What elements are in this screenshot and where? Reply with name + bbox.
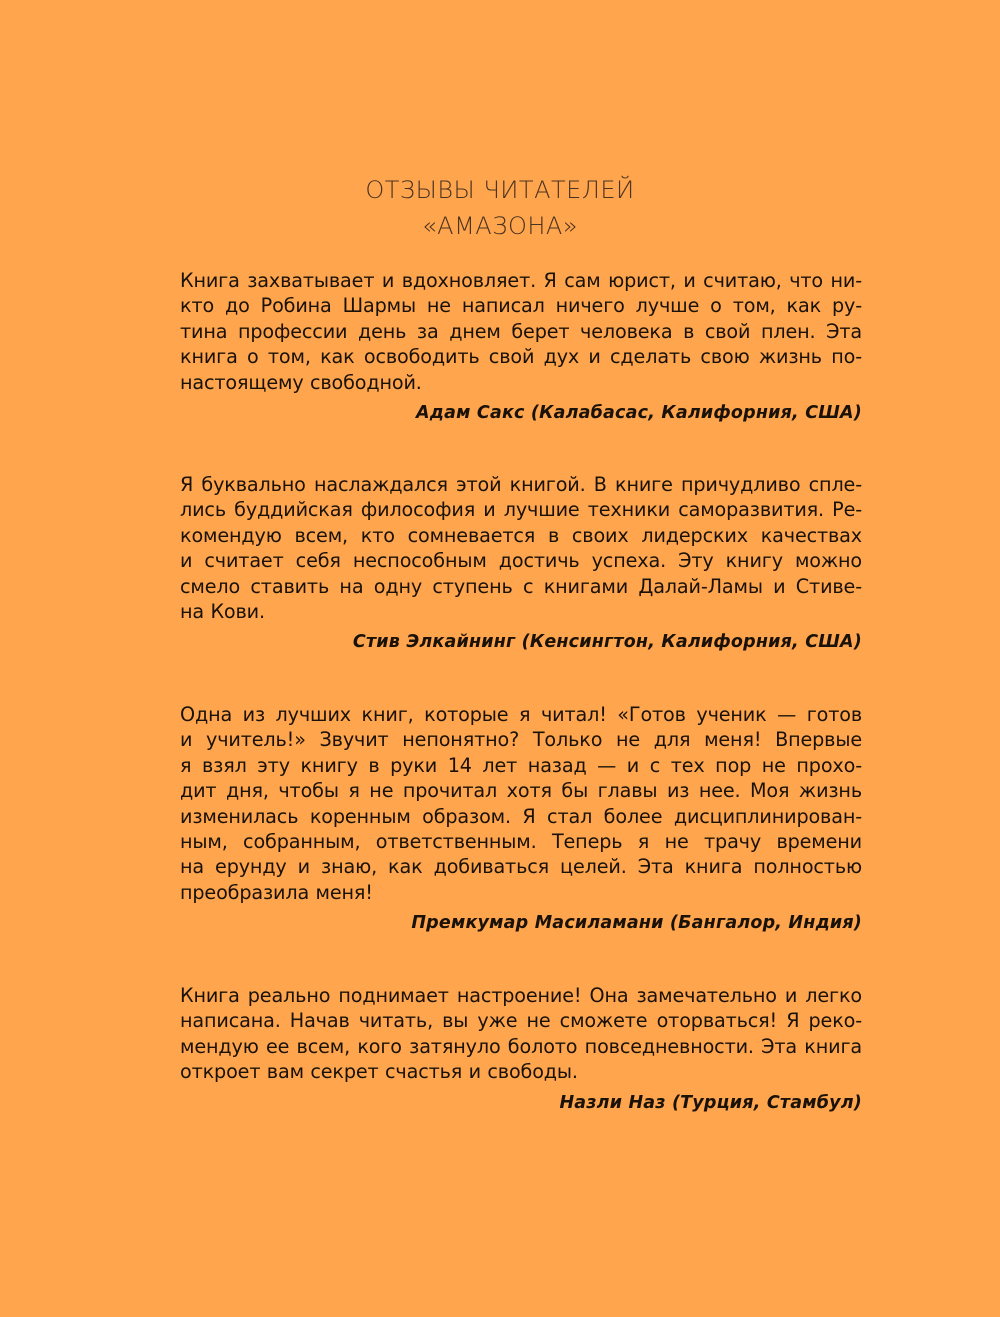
review-2-line: и считает себя неспособным достичь успеха. Эту книгу можно <box>180 549 862 573</box>
review-3-line: и учитель!» Звучит непонятно? Только не для меня! Впервые <box>180 728 862 752</box>
review-4-line: откроет вам секрет счастья и свободы. <box>180 1060 578 1084</box>
page-title <box>0 172 1000 244</box>
review-4-text <box>180 983 862 1085</box>
review-3 <box>180 702 862 935</box>
review-2-line: Я буквально наслаждался этой книгой. В книге причудливо спле- <box>180 473 862 496</box>
review-3-line: на ерунду и знаю, как добиваться целей. Эта книга полностью <box>180 855 862 879</box>
review-1 <box>180 268 862 425</box>
page-title-line-2: «АМАЗОНА» <box>421 212 579 240</box>
review-2 <box>180 472 862 654</box>
review-1-text <box>180 268 862 395</box>
review-1-line: кто до Робина Шармы не написал ничего лучше о том, как ру- <box>180 294 862 318</box>
review-2-line: на Кови. <box>180 600 265 624</box>
review-1-line: тина профессии день за днем берет человека в свой плен. Эта <box>180 319 862 343</box>
review-1-line: Книга захватывает и вдохновляет. Я сам юрист, и считаю, что ни- <box>180 269 862 292</box>
review-1-author: Адам Сакс (Калабасас, Калифорния, США) <box>416 403 862 424</box>
review-2-line: смело ставить на одну ступень с книгами Далай-Ламы и Стиве- <box>180 574 862 598</box>
review-3-text <box>180 702 862 905</box>
review-3-line: ным, собранным, ответственным. Теперь я не трачу времени <box>180 830 862 854</box>
review-3-line: дит дня, чтобы я не прочитал хотя бы главы из нее. Моя жизнь <box>180 779 862 803</box>
review-4-line: Книга реально поднимает настроение! Она замечательно и легко <box>180 984 862 1007</box>
review-3-line: я взял эту книгу в руки 14 лет назад — и с тех пор не прохо- <box>180 753 862 777</box>
review-3-line: изменилась коренным образом. Я стал более дисциплинирован- <box>180 804 862 828</box>
review-1-line: настоящему свободной. <box>180 370 422 394</box>
page-title-line-1: ОТЗЫВЫ ЧИТАТЕЛЕЙ <box>365 176 635 204</box>
review-1-line: книга о том, как освободить свой дух и сделать свою жизнь по- <box>180 345 862 369</box>
review-2-author: Стив Элкайнинг (Кенсингтон, Калифорния, США) <box>352 632 862 653</box>
review-2-text <box>180 472 862 624</box>
review-4-author: Назли Наз (Турция, Стамбул) <box>559 1092 862 1113</box>
review-2-line: комендую всем, кто сомневается в своих лидерских качествах <box>180 523 862 547</box>
review-4 <box>180 983 862 1115</box>
review-3-author: Премкумар Масиламани (Бангалор, Индия) <box>411 913 862 934</box>
review-3-line: Одна из лучших книг, которые я читал! «Готов ученик — готов <box>180 703 862 726</box>
review-2-line: лись буддийская философия и лучшие техники саморазвития. Ре- <box>180 498 862 522</box>
review-3-line: преобразила меня! <box>180 880 373 904</box>
review-4-line: написана. Начав читать, вы уже не сможете оторваться! Я реко- <box>180 1009 862 1033</box>
review-4-line: мендую ее всем, кого затянуло болото повседневности. Эта книга <box>180 1034 862 1058</box>
